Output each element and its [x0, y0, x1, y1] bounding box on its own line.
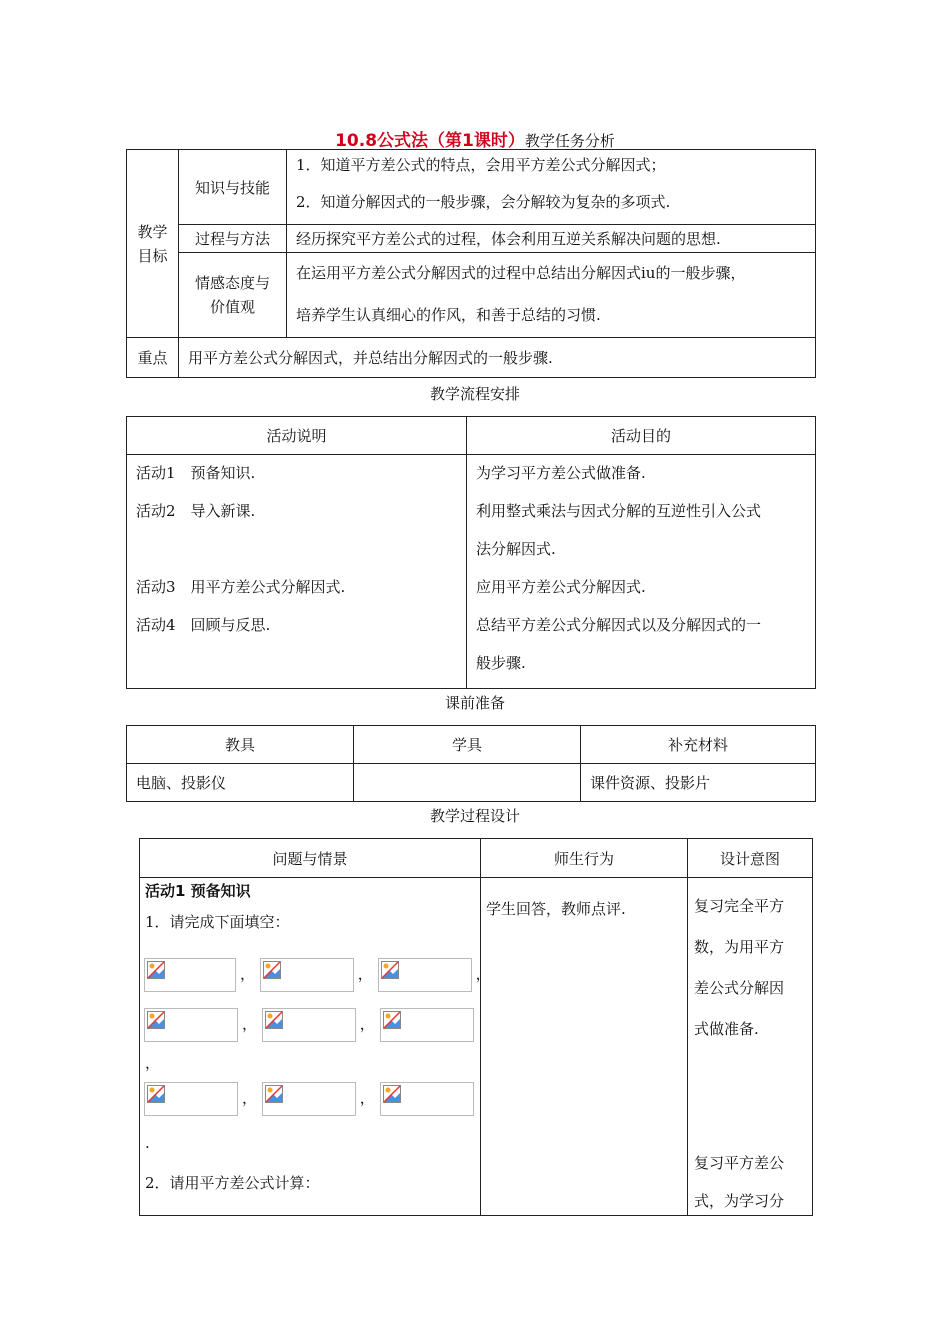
formula-image	[144, 958, 236, 992]
process-method-label: 过程与方法	[179, 225, 287, 253]
flow-activity-3: 活动3 用平方差公式分解因式.	[136, 578, 346, 596]
fill-blank-row-1: ， ， ，	[144, 958, 491, 992]
page-title	[0, 126, 950, 151]
fill-blank-row-2: ， ，	[144, 1008, 478, 1042]
prep-header-teacher: 教具	[127, 726, 354, 764]
flow-activity-1: 活动1 预备知识.	[136, 464, 256, 482]
prep-header-student: 学具	[354, 726, 581, 764]
teacher-student-behavior: 学生回答，教师点评.	[486, 900, 626, 918]
prep-student-tools	[354, 764, 581, 802]
objectives-table	[126, 149, 816, 378]
flow-goal-2b: 法分解因式.	[476, 540, 556, 558]
broken-image-icon	[381, 961, 399, 979]
title-main: 10.8公式法（第1课时）	[335, 131, 525, 151]
formula-image	[144, 1008, 238, 1042]
prep-header-materials: 补充材料	[581, 726, 816, 764]
attitude-values-content: 在运用平方差公式分解因式的过程中总结出分解因式iu的一般步骤， 培养学生认真细心的作风，和善于总结的习惯.	[287, 253, 816, 338]
row-2-comma: ，	[145, 1054, 161, 1072]
knowledge-skills-label: 知识与技能	[179, 150, 287, 225]
row-3-period: .	[145, 1134, 150, 1152]
flow-goal-4b: 般步骤.	[476, 654, 526, 672]
flow-header-goal: 活动目的	[467, 417, 816, 455]
formula-image	[262, 1082, 356, 1116]
formula-image	[260, 958, 354, 992]
process-behavior-cell	[481, 878, 688, 1216]
process-question-cell	[140, 878, 491, 1216]
flow-goal-4a: 总结平方差公式分解因式以及分解因式的一	[476, 616, 762, 634]
formula-image	[380, 1008, 474, 1042]
flow-activity-4: 活动4 回顾与反思.	[136, 616, 271, 634]
formula-image	[262, 1008, 356, 1042]
broken-image-icon	[147, 961, 165, 979]
prep-heading: 课前准备	[444, 694, 505, 712]
process-table	[139, 838, 813, 1216]
objectives-group-label: 教学目标	[127, 150, 179, 338]
question-2: 2．请用平方差公式计算：	[145, 1174, 320, 1192]
formula-image	[378, 958, 472, 992]
broken-image-icon	[265, 1085, 283, 1103]
process-heading: 教学过程设计	[429, 807, 520, 825]
flow-heading: 教学流程安排	[429, 385, 520, 403]
fill-blank-row-3: ， ，	[144, 1082, 478, 1116]
flow-table	[126, 416, 816, 689]
process-header-question: 问题与情景	[140, 839, 481, 878]
attitude-values-label: 情感态度与 价值观	[179, 253, 287, 338]
prep-teacher-tools: 电脑、投影仪	[127, 764, 354, 802]
activity-1-title: 活动1 预备知识	[145, 882, 251, 900]
flow-goals	[467, 455, 816, 689]
flow-header-desc: 活动说明	[127, 417, 467, 455]
process-intent-cell: 复习完全平方 数，为用平方 差公式分解因 式做准备. 复习平方差公 式，为学习分	[688, 878, 813, 1216]
process-header-behavior: 师生行为	[481, 839, 688, 878]
flow-activity-blank	[127, 530, 466, 568]
prep-table	[126, 725, 816, 802]
formula-image	[380, 1082, 474, 1116]
broken-image-icon	[147, 1011, 165, 1029]
question-1: 1．请完成下面填空：	[145, 913, 290, 931]
broken-image-icon	[383, 1011, 401, 1029]
flow-activity-2: 活动2 导入新课.	[136, 502, 256, 520]
broken-image-icon	[147, 1085, 165, 1103]
title-suffix: 教学任务分析	[524, 132, 615, 150]
key-point-label: 重点	[127, 338, 179, 378]
broken-image-icon	[383, 1085, 401, 1103]
formula-image	[144, 1082, 238, 1116]
broken-image-icon	[263, 961, 281, 979]
process-method-content: 经历探究平方差公式的过程，体会利用互逆关系解决问题的思想.	[287, 225, 816, 253]
knowledge-skills-content: 1．知道平方差公式的特点，会用平方差公式分解因式； 2．知道分解因式的一般步骤，会分解较为复杂的多项式.	[287, 150, 816, 225]
process-header-intent: 设计意图	[688, 839, 813, 878]
broken-image-icon	[265, 1011, 283, 1029]
key-point-content: 用平方差公式分解因式，并总结出分解因式的一般步骤.	[179, 338, 816, 378]
flow-goal-2a: 利用整式乘法与因式分解的互逆性引入公式	[476, 502, 762, 520]
flow-goal-3: 应用平方差公式分解因式.	[476, 578, 646, 596]
flow-goal-1: 为学习平方差公式做准备.	[476, 464, 646, 482]
flow-activities	[127, 455, 467, 689]
prep-materials: 课件资源、投影片	[581, 764, 816, 802]
